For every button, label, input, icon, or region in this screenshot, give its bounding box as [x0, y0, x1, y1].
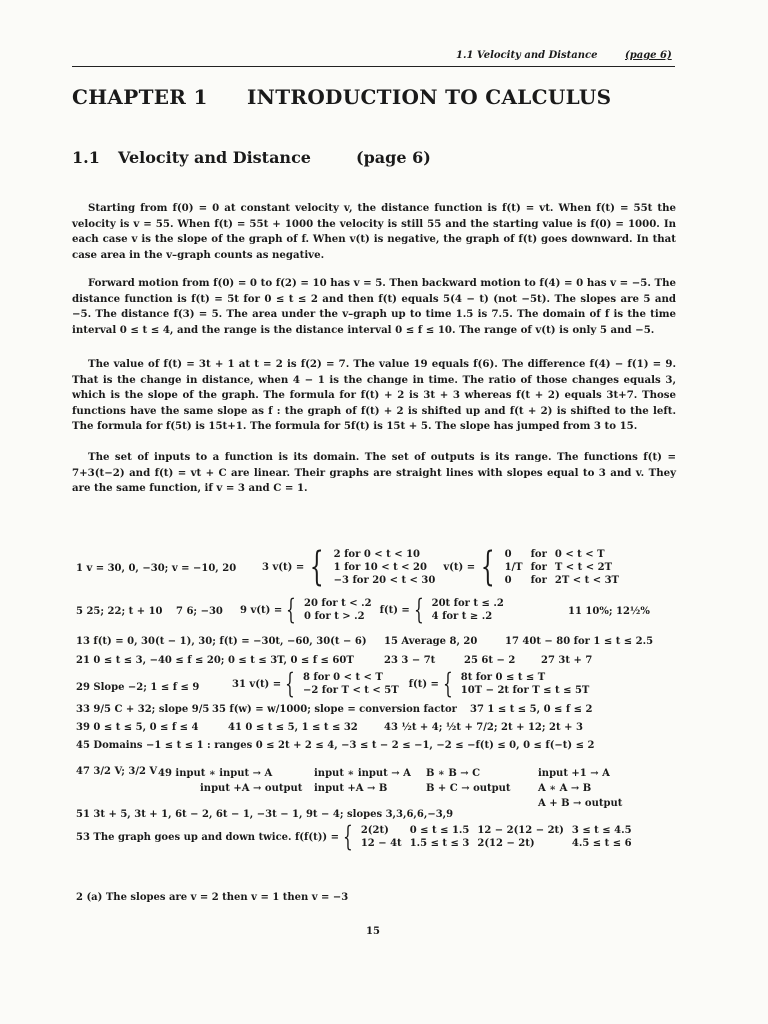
- section-number: 1.1: [72, 148, 100, 167]
- case-row: 2 for 0 < t < 10: [333, 548, 420, 560]
- answer-31b-cases: [457, 671, 594, 697]
- answer-31-cases: [299, 671, 403, 697]
- case-value: 12 − 2(12 − 2t): [477, 825, 564, 836]
- flow-line: 49 input ∗ input → A: [158, 768, 273, 779]
- answer-3-cases: [330, 548, 440, 587]
- case-cond: 4.5 ≤ t ≤ 6: [571, 838, 632, 849]
- answer-13: 13 f(t) = 0, 30(t − 1), 30; f(t) = −30t, −60, 30(t − 6): [76, 636, 367, 647]
- answer-7: 7 6; −30: [176, 606, 223, 617]
- answer-49-col2: [314, 766, 411, 796]
- flow-line: A + B → output: [538, 798, 623, 809]
- paragraph-1: Starting from f(0) = 0 at constant velocity v, the distance function is f(t) = vt. When f(t) = 55t the velocity is v = 55. When f(t) = 55t + 1000 the velocity is still 55 and the starting value is f(0) = 1000. In each case v is the slope of the graph of f. When v(t) is negative, the graph of f(t) goes downward. In that case area in the v–graph counts as negative.: [72, 202, 676, 261]
- case-cond: 2T < t < 3T: [554, 574, 619, 586]
- answer-9: [240, 593, 508, 626]
- answer-3: [262, 544, 623, 590]
- answer-35: 35 f(w) = w/1000; slope = conversion factor: [212, 704, 457, 715]
- answer-9b-cases: [428, 597, 508, 623]
- case-value: 0: [504, 548, 512, 560]
- flow-line: B + C → output: [426, 783, 511, 794]
- header-rule: [72, 66, 675, 67]
- case-value: 1/T: [504, 561, 523, 573]
- left-brace-icon: {: [442, 667, 453, 700]
- case-cond: 0 ≤ t ≤ 1.5: [409, 825, 470, 836]
- answer-9-cases: [300, 597, 376, 623]
- case-row: −3 for 20 < t < 30: [333, 574, 436, 586]
- running-header-page: (page 6): [624, 50, 672, 61]
- case-row: 20 for t < .2: [304, 598, 372, 609]
- case-cond: 0 < t < T: [554, 548, 605, 560]
- answer-37: 37 1 ≤ t ≤ 5, 0 ≤ f ≤ 2: [470, 704, 593, 715]
- answer-29: 29 Slope −2; 1 ≤ f ≤ 9: [76, 682, 200, 693]
- answer-53-label: 53 The graph goes up and down twice. f(f(t)) =: [76, 831, 340, 843]
- case-word: for: [530, 561, 547, 573]
- left-brace-icon: {: [413, 593, 424, 626]
- flow-line: input +1 → A: [538, 768, 610, 779]
- chapter-title: INTRODUCTION TO CALCULUS: [247, 85, 612, 109]
- flow-line: input +A → output: [200, 783, 303, 794]
- answer-49-col3: [426, 766, 511, 796]
- answer-43: 43 ½t + 4; ½t + 7/2; 2t + 12; 2t + 3: [384, 722, 583, 733]
- answer-1: 1 v = 30, 0, −30; v = −10, 20: [76, 563, 237, 574]
- answer-45: 45 Domains −1 ≤ t ≤ 1 : ranges 0 ≤ 2t + 2 ≤ 4, −3 ≤ t − 2 ≤ −1, −2 ≤ −f(t) ≤ 0, 0 ≤ f(−t) ≤ 2: [76, 740, 595, 751]
- paragraph-3: The value of f(t) = 3t + 1 at t = 2 is f(2) = 7. The value 19 equals f(6). The difference f(4) − f(1) = 9. That is the change in distance, when 4 − 1 is the change in time. The ratio of those changes equals 3, which is the slope of the graph. The formula for f(t) + 2 is 3t + 3 whereas f(t + 2) equals 3t+7. Those functions have the same slope as f : the graph of f(t) + 2 is shifted up and f(t + 2) is shifted to the left. The formula for f(5t) is 15t+1. The formula for 5f(t) is 15t + 5. The slope has jumped from 3 to 15.: [72, 358, 676, 433]
- case-row: −2 for T < t < 5T: [302, 685, 399, 696]
- answer-11: 11 10%; 12½%: [568, 606, 650, 617]
- answer-9b-label: f(t) =: [379, 604, 410, 616]
- case-value: 0: [504, 574, 512, 586]
- paragraph-4: The set of inputs to a function is its domain. The set of outputs is its range. The functions f(t) = 7+3(t−2) and f(t) = vt + C are linear. Their graphs are straight lines with slopes equal to 3 and v. They are the same function, if v = 3 and C = 1.: [72, 451, 676, 495]
- answer-53-cases: [357, 824, 636, 850]
- question-2: 2 (a) The slopes are v = 2 then v = 1 then v = −3: [76, 892, 349, 903]
- running-header-section: 1.1 Velocity and Distance: [456, 50, 598, 61]
- chapter-heading: [72, 85, 612, 109]
- answer-27: 27 3t + 7: [541, 655, 593, 666]
- answer-47: 47 3/2 V; 3/2 V: [76, 766, 158, 777]
- case-cond: 1.5 ≤ t ≤ 3: [409, 838, 470, 849]
- answer-3b-cases: [501, 548, 623, 587]
- paragraph-2: Forward motion from f(0) = 0 to f(2) = 10 has v = 5. Then backward motion to f(4) = 0 has v = −5. The distance function is f(t) = 5t for 0 ≤ t ≤ 2 and then f(t) equals 5(4 − t) (not −5t). The slopes are 5 and −5. The distance f(3) = 5. The area under the v–graph up to time 1.5 is 7.5. The domain of f is the time interval 0 ≤ t ≤ 4, and the range is the distance interval 0 ≤ f ≤ 10. The range of v(t) is only 5 and −5.: [72, 277, 676, 336]
- answer-39: 39 0 ≤ t ≤ 5, 0 ≤ f ≤ 4: [76, 722, 199, 733]
- case-cond: T < t < 2T: [554, 561, 613, 573]
- answer-49-col1: [158, 766, 302, 796]
- answer-3b-label: v(t) =: [443, 561, 476, 573]
- case-row: 1 for 10 < t < 20: [333, 561, 427, 573]
- running-header: [456, 50, 672, 61]
- flow-line: input ∗ input → A: [314, 768, 411, 779]
- chapter-number: CHAPTER 1: [72, 85, 208, 109]
- flow-line: B ∗ B → C: [426, 768, 481, 779]
- case-row: 8t for 0 ≤ t ≤ T: [460, 672, 546, 683]
- answer-33: 33 9/5 C + 32; slope 9/5: [76, 704, 210, 715]
- answer-51: 51 3t + 5, 3t + 1, 6t − 2, 6t − 1, −3t − 1, 9t − 4; slopes 3,3,6,6,−3,9: [76, 809, 454, 820]
- answer-49-col4: [538, 766, 622, 811]
- answer-3-label: 3 v(t) =: [262, 561, 305, 573]
- case-row: 20t for t ≤ .2: [431, 598, 504, 609]
- case-row: 8 for 0 < t < T: [302, 672, 383, 683]
- left-brace-icon: {: [285, 667, 295, 700]
- case-word: for: [530, 574, 547, 586]
- answer-15: 15 Average 8, 20: [384, 636, 478, 647]
- answer-5: 5 25; 22; t + 10: [76, 606, 163, 617]
- answer-31-label: 31 v(t) =: [232, 678, 282, 690]
- answer-31b-label: f(t) =: [408, 678, 439, 690]
- left-brace-icon: {: [343, 820, 353, 853]
- flow-line: A ∗ A → B: [538, 783, 592, 794]
- case-value: 2(2t): [360, 825, 389, 836]
- section-title: Velocity and Distance: [118, 148, 311, 167]
- case-row: 10T − 2t for T ≤ t ≤ 5T: [460, 685, 590, 696]
- case-cond: 3 ≤ t ≤ 4.5: [571, 825, 632, 836]
- case-value: 12 − 4t: [360, 838, 402, 849]
- left-brace-icon: {: [480, 544, 495, 590]
- answer-21: 21 0 ≤ t ≤ 3, −40 ≤ f ≤ 20; 0 ≤ t ≤ 3T, 0 ≤ f ≤ 60T: [76, 655, 354, 666]
- left-brace-icon: {: [286, 593, 297, 626]
- answer-23: 23 3 − 7t: [384, 655, 436, 666]
- page-number: 15: [366, 926, 380, 937]
- left-brace-icon: {: [309, 544, 324, 590]
- answer-41: 41 0 ≤ t ≤ 5, 1 ≤ t ≤ 32: [228, 722, 358, 733]
- answer-31: [232, 667, 593, 700]
- answer-17: 17 40t − 80 for 1 ≤ t ≤ 2.5: [505, 636, 654, 647]
- answer-53: [76, 820, 636, 853]
- case-value: 2(12 − 2t): [477, 838, 535, 849]
- answer-25: 25 6t − 2: [464, 655, 516, 666]
- section-page: (page 6): [356, 148, 431, 167]
- flow-line: input +A → B: [314, 783, 388, 794]
- case-row: 0 for t > .2: [304, 611, 365, 622]
- case-row: 4 for t ≥ .2: [431, 611, 493, 622]
- answer-9-label: 9 v(t) =: [240, 604, 283, 616]
- case-word: for: [530, 548, 547, 560]
